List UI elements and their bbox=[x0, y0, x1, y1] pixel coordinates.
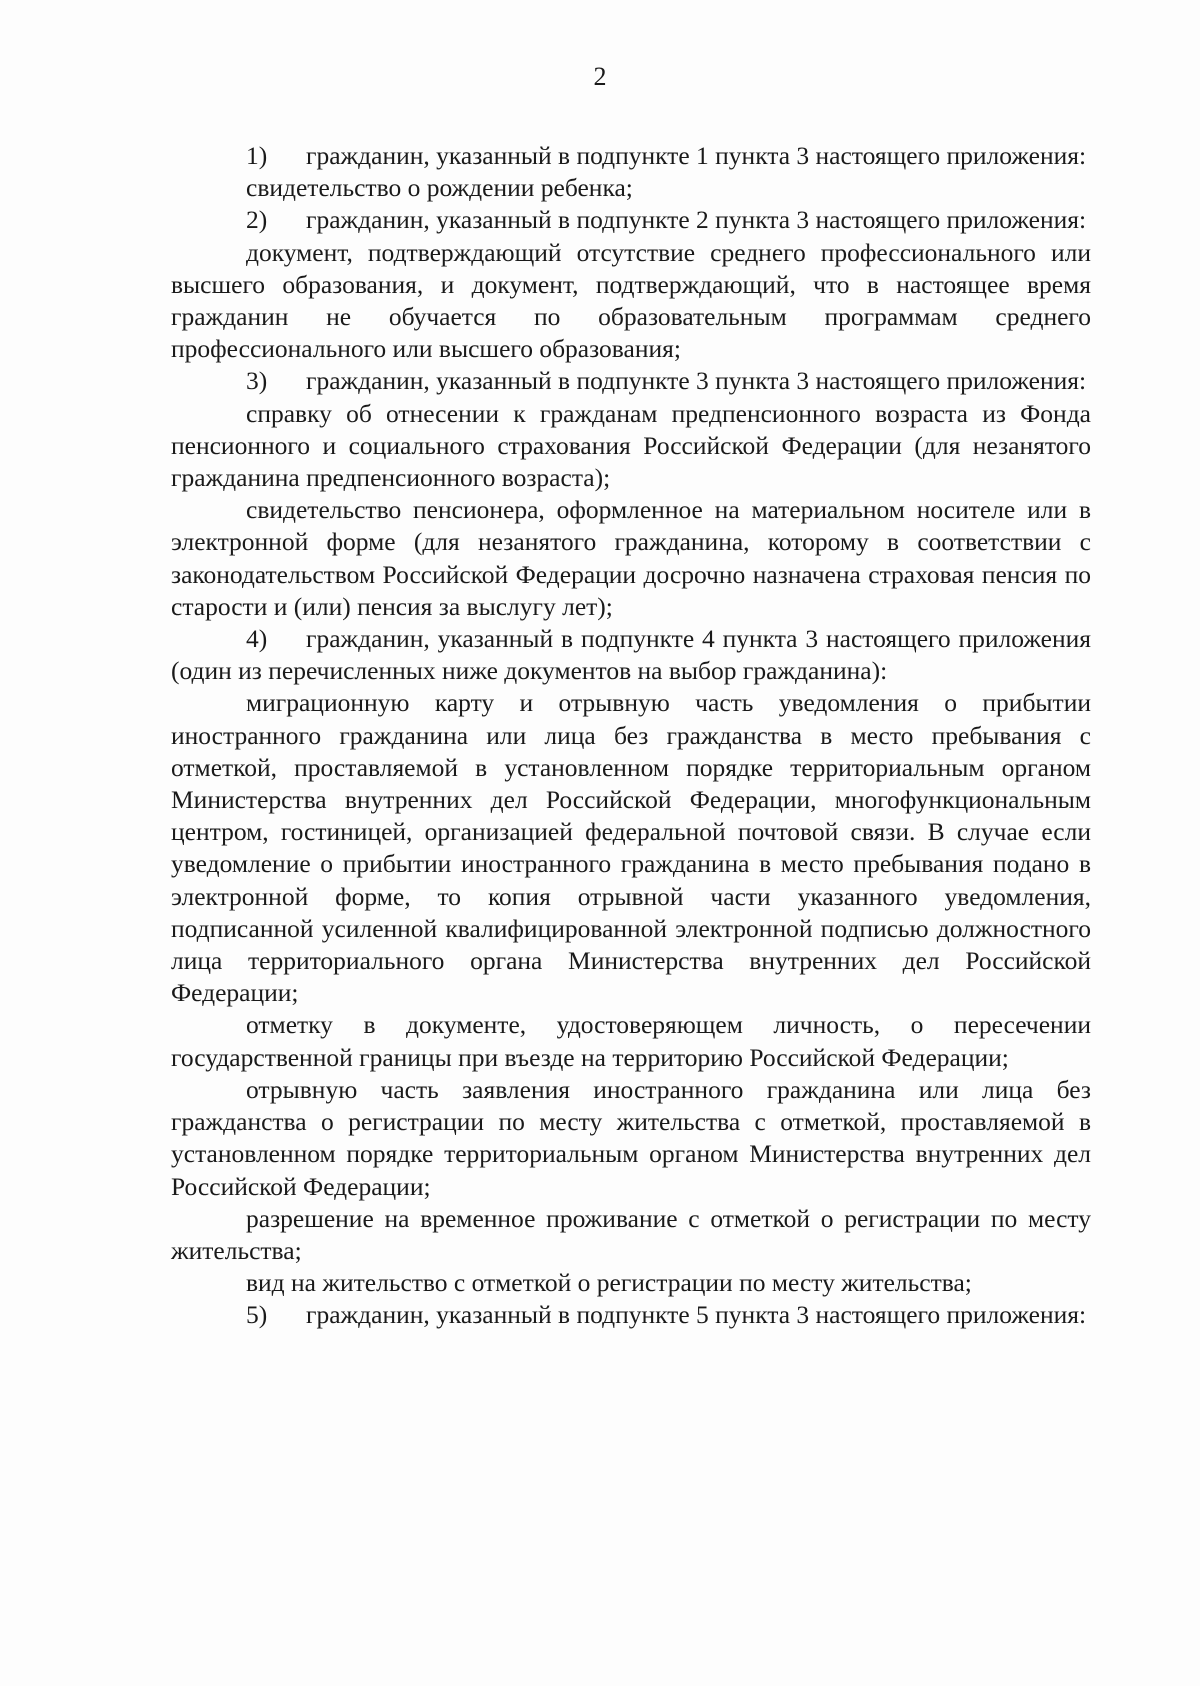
body-paragraph: свидетельство пенсионера, оформленное на материальном носителе или в электронной форме (для незанятого гражданина, которому в соответствии с законодательством Российской Федерации досрочно назначена страховая пенсия по старости и (или) пенсия за выслугу лет); bbox=[171, 495, 1091, 621]
list-item-paragraph bbox=[171, 623, 1091, 687]
body-paragraph: вид на жительство с отметкой о регистрации по месту жительства; bbox=[246, 1268, 972, 1298]
body-paragraph: свидетельство о рождении ребенка; bbox=[246, 173, 633, 203]
list-item-number: 2) bbox=[246, 205, 268, 235]
list-item-text: гражданин, указанный в подпункте 4 пункта 3 настоящего приложения (один из перечисленных ниже документов на выбор гражданина): bbox=[171, 624, 1091, 686]
list-item-text: гражданин, указанный в подпункте 3 пункта 3 настоящего приложения: bbox=[306, 366, 1087, 396]
list-item-number: 4) bbox=[246, 624, 268, 654]
body-paragraph: разрешение на временное проживание с отметкой о регистрации по месту жительства; bbox=[171, 1203, 1091, 1265]
list-item-number: 5) bbox=[246, 1300, 268, 1330]
list-item-paragraph bbox=[171, 365, 1091, 397]
body-paragraph: документ, подтверждающий отсутствие среднего профессионального или высшего образования, и документ, подтверждающий, что в настоящее время гражданин не обучается по образовательным программам среднего профессионального или высшего образования; bbox=[171, 237, 1091, 364]
document-body bbox=[171, 140, 1091, 1332]
body-paragraph: справку об отнесении к гражданам предпенсионного возраста из Фонда пенсионного и социального страхования Российской Федерации (для незанятого гражданина предпенсионного возраста); bbox=[171, 398, 1091, 493]
body-paragraph: отметку в документе, удостоверяющем личность, о пересечении государственной границы при въезде на территорию Российской Федерации; bbox=[171, 1010, 1091, 1072]
list-item-paragraph bbox=[171, 204, 1091, 236]
list-item-text: гражданин, указанный в подпункте 1 пункта 3 настоящего приложения: bbox=[306, 141, 1087, 170]
list-item-text: гражданин, указанный в подпункте 5 пункта 3 настоящего приложения: bbox=[306, 1300, 1087, 1330]
list-item-number: 3) bbox=[246, 366, 268, 396]
list-item-number: 1) bbox=[246, 141, 268, 170]
list-item-text: гражданин, указанный в подпункте 2 пункта 3 настоящего приложения: bbox=[306, 205, 1087, 235]
page-number: 2 bbox=[593, 62, 607, 91]
body-paragraph: миграционную карту и отрывную часть уведомления о прибытии иностранного гражданина или лица без гражданства в место пребывания с отметкой, проставляемой в установленном порядке территориальным органом Министерства внутренних дел Российской Федерации, многофункциональным центром, гостиницей, организацией федеральной почтовой связи. В случае если уведомление о прибытии иностранного гражданина в место пребывания подано в электронной форме, то копия отрывной части указанного уведомления, подписанной усиленной квалифицированной электронной подписью должностного лица территориального органа Министерства внутренних дел Российской Федерации; bbox=[171, 688, 1091, 1008]
list-item-paragraph bbox=[171, 140, 1091, 172]
body-paragraph: отрывную часть заявления иностранного гражданина или лица без гражданства о регистрации по месту жительства с отметкой, проставляемой в установленном порядке территориальным органом Министерства внутренних дел Российской Федерации; bbox=[171, 1074, 1091, 1201]
list-item-paragraph bbox=[171, 1299, 1091, 1331]
